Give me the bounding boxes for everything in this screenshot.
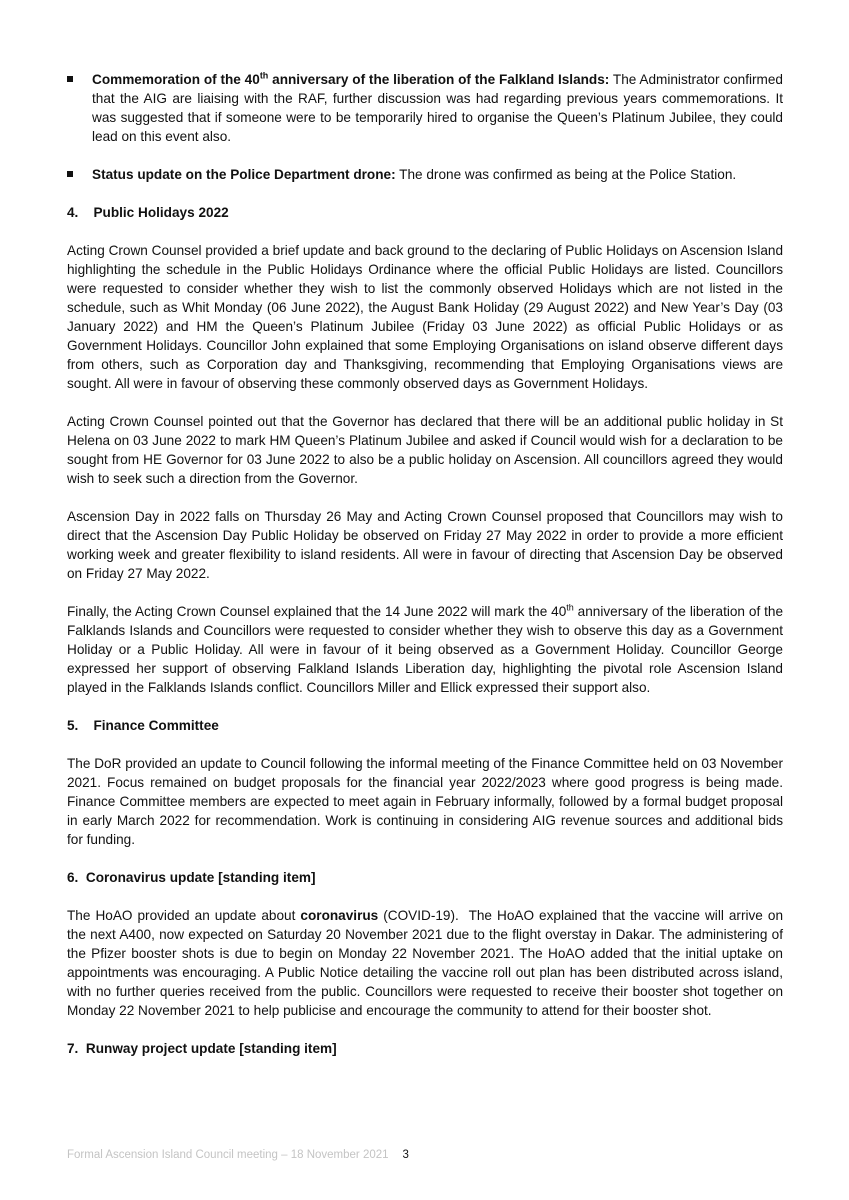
section-heading-public-holidays: 4. Public Holidays 2022 [67,205,229,220]
bullet-falklands-anniversary [67,70,783,146]
paragraph: The DoR provided an update to Council following the informal meeting of the Finance Committee held on 03 November 2021. Focus remained on budget proposals for the financial year 2022/2023 where good progress is being made. Finance Committee members are expected to meet again in February informally, followed by a formal budget proposal in early March 2022 for recommendation. Work is continuing in considering AIG revenue sources and additional bids for funding. [67,756,783,847]
bullet-text: The drone was confirmed as being at the Police Station. [395,167,737,182]
page-number: 3 [402,1149,409,1161]
paragraph: Acting Crown Counsel provided a brief update and back ground to the declaring of Public Holidays on Ascension Island highlighting the schedule in the Public Holidays Ordinance where the official Public Holidays are listed. Councillors were requested to consider whether they wish to list the commonly observed Holidays which are not listed in the schedule, such as Whit Monday (06 June 2022), the August Bank Holiday (29 August 2022) and New Year’s Day (03 January 2022) and HM the Queen’s Platinum Jubilee (Friday 03 June 2022) as official Public Holidays or as Government Holidays. Councillor John explained that some Employing Organisations on island observe different days from others, such as Corporation day and Thanksgiving, recommending that Employing Organisations views are sought. All were in favour of observing these commonly observed days as Government Holidays. [67,243,783,391]
bullet-square-icon [67,76,73,82]
paragraph: Ascension Day in 2022 falls on Thursday 26 May and Acting Crown Counsel proposed that Councillors may wish to direct that the Ascension Day Public Holiday be observed on Friday 27 May 2022 in order to provide a more efficient working week and greater flexibility to island residents. All were in favour of directing that Ascension Day be observed on Friday 27 May 2022. [67,509,783,581]
bullet-square-icon [67,171,73,177]
section-heading-coronavirus: 6. Coronavirus update [standing item] [67,870,316,885]
bullet-text: The Administrator confirmed that the AIG are liaising with the RAF, further discussion was had regarding previous years commemorations. It was suggested that if someone were to be temporarily hired to organise the Queen’s Platinum Jubilee, they could lead on this event also. [92,72,783,144]
page-footer [67,1149,409,1161]
section-heading-finance-committee: 5. Finance Committee [67,718,219,733]
paragraph: Acting Crown Counsel pointed out that the Governor has declared that there will be an additional public holiday in St Helena on 03 June 2022 to mark HM Queen’s Platinum Jubilee and asked if Council would wish for a declaration to be sought from HE Governor for 03 June 2022 to also be a public holiday on Ascension. All councillors agreed they would wish to seek such a direction from the Governor. [67,414,783,486]
paragraph: The HoAO provided an update about coronavirus (COVID-19). The HoAO explained that the vaccine will arrive on the next A400, now expected on Saturday 20 November 2021 due to the flight overstay in Dakar. The administering of the Pfizer booster shots is due to begin on Monday 22 November 2021. The HoAO added that the initial uptake on appointments was encouraging. A Public Notice detailing the vaccine roll out plan has been distributed across island, with no further queries received from the public. Councillors were requested to receive their booster shot together on Monday 22 November 2021 to help publicise and encourage the community to attend for their booster shot. [67,908,784,1018]
bullet-title: Status update on the Police Department drone: [92,167,396,182]
bullet-title: Commemoration of the 40th anniversary of the liberation of the Falkland Islands: [92,70,610,87]
document-body [67,70,783,1058]
footer-text: Formal Ascension Island Council meeting – 18 November 2021 [67,1149,389,1161]
paragraph: Finally, the Acting Crown Counsel explained that the 14 June 2022 will mark the 40th anniversary of the liberation of the Falklands Islands and Councillors were requested to consider whether they wish to observe this day as a Government Holiday or a Public Holiday. All were in favour of it being observed as a Government Holiday. Councillor George expressed her support of observing Falkland Islands Liberation day, highlighting the pivotal role Ascension Island played in the Falklands Islands conflict. Councillors Miller and Ellick expressed their support also. [67,602,784,695]
bullet-police-drone [67,165,783,184]
section-heading-runway: 7. Runway project update [standing item] [67,1041,337,1056]
